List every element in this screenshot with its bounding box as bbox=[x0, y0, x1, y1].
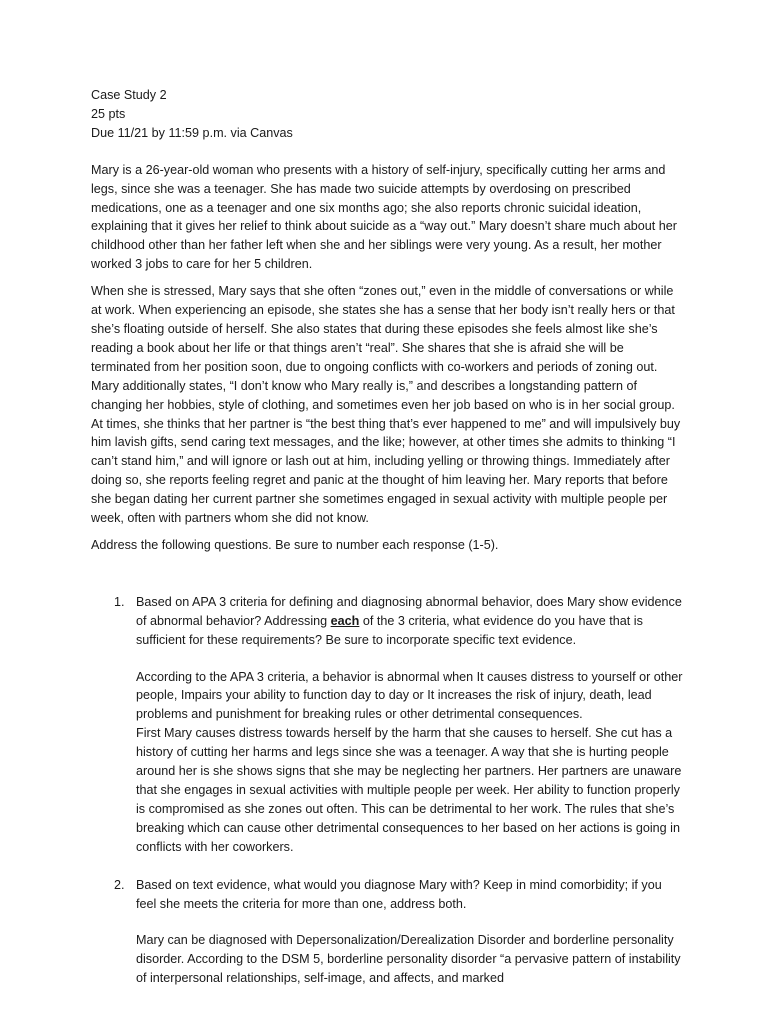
answer-paragraph: Mary can be diagnosed with Depersonalization/Derealization Disorder and borderline personality disorder. According to the DSM 5, borderline personality disorder “a pervasive pattern of instability of interpersonal relationships, self-image, and affects, and marked bbox=[136, 933, 681, 986]
case-paragraph-2: When she is stressed, Mary says that she often “zones out,” even in the middle of conversations or while at work. When experiencing an episode, she states she has a sense that her body isn’t really hers or that she’s floating outside of herself. She also states that during these episodes she feels almost like she’s reading a book about her life or that things aren’t “real”. She shares that she is afraid she will be terminated from her position soon, due to ongoing conflicts with co-workers and periods of zoning out. Mary additionally states, “I don’t know who Mary really is,” and describes a longstanding pattern of changing her hobbies, style of clothing, and sometimes even her job based on who is in her social group. At times, she thinks that her partner is “the best thing that’s ever happened to me” and will impulsively buy him lavish gifts, send caring text messages, and the like; however, at other times she admits to thinking “I can’t stand him,” and will ignore or lash out at him, including yelling or throwing things. Immediately after doing so, she reports feeling regret and panic at the thought of him leaving her. Mary reports that before she began dating her current partner she sometimes engaged in sexual activity with multiple people per week, often with partners whom she did not know. bbox=[91, 284, 681, 526]
question-text: Based on APA 3 criteria for defining and diagnosing abnormal behavior, does Mary show evidence of abnormal behavior? Addressing each of the 3 criteria, what evidence do you have that is sufficient for these requirements? Be sure to incorporate specific text evidence. bbox=[136, 594, 682, 647]
assignment-due-date: Due 11/21 by 11:59 p.m. via Canvas bbox=[91, 125, 293, 140]
document-page bbox=[91, 86, 683, 1007]
question-number: 1. bbox=[114, 594, 125, 609]
answer-paragraph: First Mary causes distress towards herself by the harm that she causes to herself. She cut has a history of cutting her harms and legs since she was a teenager. A way that she is hurting people around her is she shows signs that she may be neglecting her partners. Her partners are unaware that she engages in sexual activities with multiple people per week. Her ability to function properly is compromised as she zones out often. This can be detrimental to her work. The rules that she’s breaking which can cause other detrimental consequences to her based on her actions is going in conflicts with her coworkers. bbox=[136, 726, 682, 854]
assignment-header bbox=[91, 86, 683, 143]
answer-paragraph: According to the APA 3 criteria, a behavior is abnormal when It causes distress to yourself or other people, Impairs your ability to function day to day or It increases the risk of injury, death, lead problems and punishment for breaking rules or other detrimental consequences. bbox=[136, 669, 683, 722]
question-item-1 bbox=[91, 593, 683, 857]
emphasis-word: each bbox=[330, 613, 360, 628]
instructions-text: Address the following questions. Be sure to number each response (1-5). bbox=[91, 537, 499, 552]
question-text: Based on text evidence, what would you diagnose Mary with? Keep in mind comorbidity; if you feel she meets the criteria for more than one, address both. bbox=[136, 877, 662, 911]
question-item-2 bbox=[91, 876, 683, 989]
question-number: 2. bbox=[114, 877, 125, 892]
question-list bbox=[91, 593, 683, 988]
assignment-points: 25 pts bbox=[91, 106, 126, 121]
assignment-title: Case Study 2 bbox=[91, 88, 167, 102]
case-paragraph-1: Mary is a 26-year-old woman who presents with a history of self-injury, specifically cutting her arms and legs, since she was a teenager. She has made two suicide attempts by overdosing on prescribed medications, one as a teenager and one six months ago; she also reports chronic suicidal ideation, explaining that it gives her relief to think about suicide as a “way out.” Mary doesn’t share much about her childhood other than her father left when she and her siblings were very young. As a result, her mother worked 3 jobs to care for her 5 children. bbox=[91, 162, 677, 272]
